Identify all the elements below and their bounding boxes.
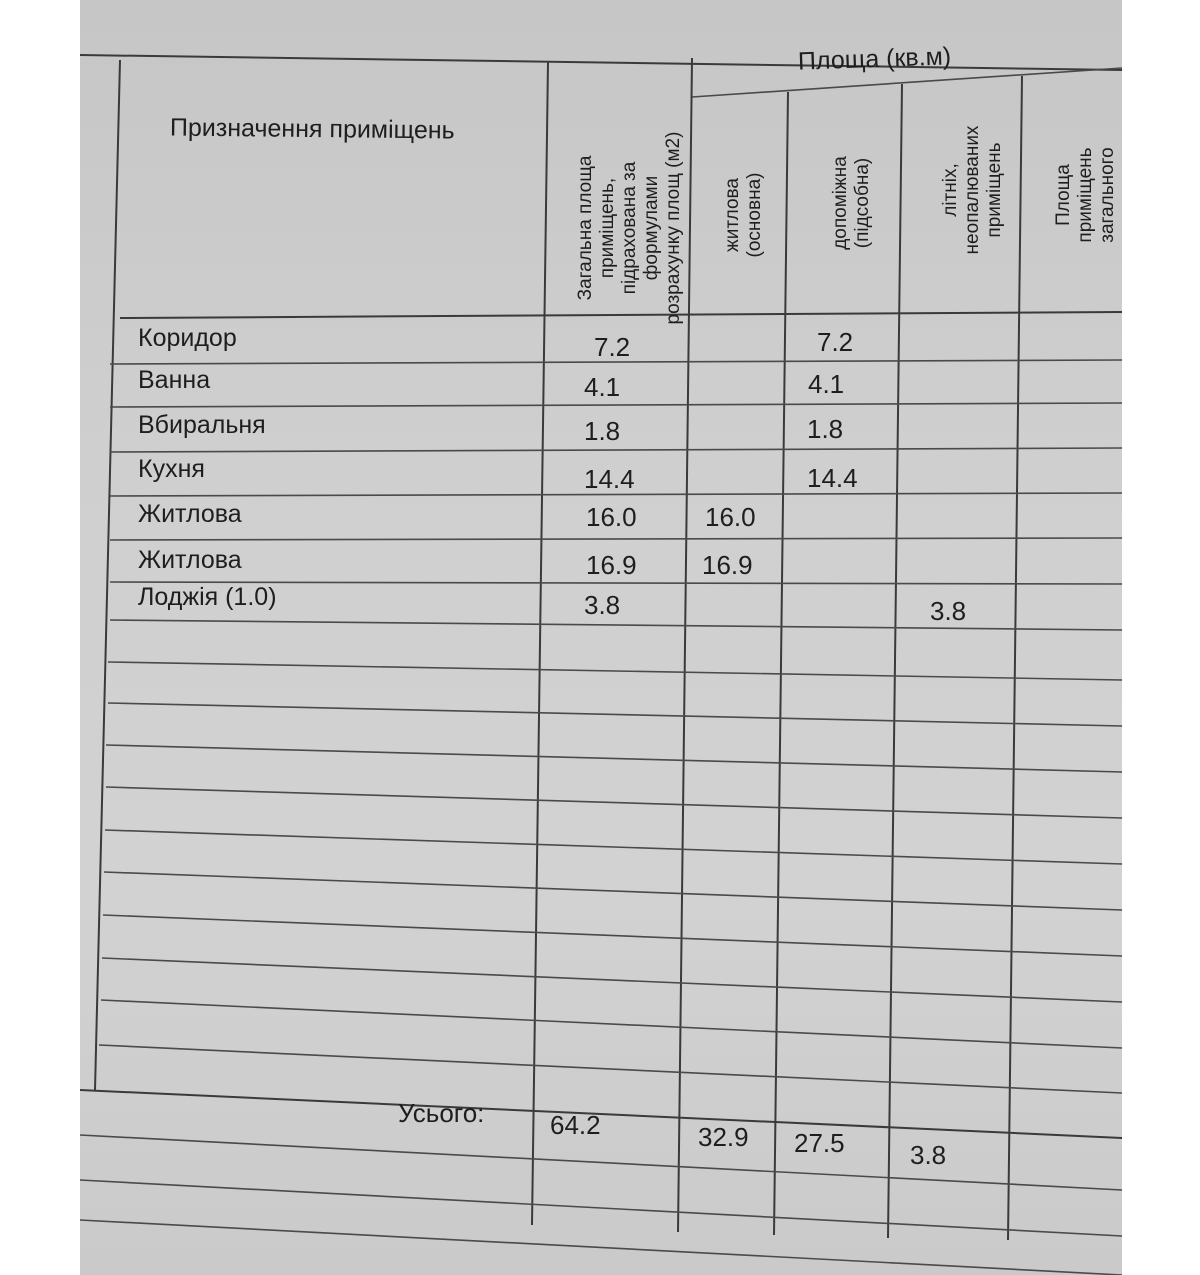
total-label: Усього: bbox=[398, 1098, 485, 1128]
living-header-line: (основна) bbox=[744, 172, 765, 258]
common-area-header-line: приміщень bbox=[1075, 147, 1096, 243]
auxiliary-header-line: (підсобна) bbox=[852, 157, 873, 249]
grand-total-living: 32.9 bbox=[698, 1122, 749, 1152]
room-name: Ванна bbox=[138, 366, 211, 394]
auxiliary-header bbox=[830, 123, 880, 283]
common-area-header-line: загального bbox=[1097, 147, 1118, 243]
purpose-header: Призначення приміщень bbox=[169, 113, 455, 145]
auxiliary-value: 14.4 bbox=[807, 463, 858, 493]
living-value: 16.9 bbox=[702, 550, 753, 580]
total-area-value: 1.8 bbox=[584, 416, 621, 446]
total-area-value: 16.0 bbox=[586, 502, 637, 532]
living-header-line: житлова bbox=[722, 178, 743, 252]
total-area-value: 14.4 bbox=[584, 464, 635, 494]
total-area-value: 4.1 bbox=[584, 372, 621, 402]
auxiliary-value: 1.8 bbox=[807, 414, 844, 444]
grand-total-summer: 3.8 bbox=[910, 1140, 947, 1170]
living-value: 16.0 bbox=[705, 502, 756, 532]
total-area-header-line: Загальна площа bbox=[575, 155, 596, 301]
total-area-header-line: підрахована за bbox=[619, 161, 640, 295]
total-area-value: 16.9 bbox=[586, 550, 637, 580]
total-area-header-line: розрахунку площ (м2) bbox=[663, 131, 684, 325]
room-name: Коридор bbox=[138, 324, 237, 352]
auxiliary-value: 4.1 bbox=[808, 369, 845, 399]
living-header bbox=[722, 140, 772, 290]
auxiliary-value: 7.2 bbox=[817, 327, 854, 357]
room-name: Кухня bbox=[138, 455, 205, 483]
total-area-header-line: формулами bbox=[641, 175, 662, 281]
room-name: Житлова bbox=[138, 546, 242, 574]
total-area-header-line: приміщень, bbox=[597, 177, 618, 279]
document-page bbox=[80, 0, 1122, 1275]
auxiliary-header-line: допоміжна bbox=[830, 156, 851, 250]
summer-header-line: літніх, bbox=[940, 163, 961, 217]
grand-total-auxiliary: 27.5 bbox=[794, 1128, 845, 1158]
summer-value: 3.8 bbox=[930, 596, 967, 626]
room-name: Лоджія (1.0) bbox=[138, 583, 277, 611]
common-area-header bbox=[1053, 105, 1123, 285]
total-area-value: 7.2 bbox=[594, 332, 631, 362]
room-name: Житлова bbox=[138, 500, 242, 528]
total-area-header bbox=[575, 108, 695, 348]
summer-header-line: приміщень bbox=[984, 142, 1005, 238]
room-name: Вбиральня bbox=[138, 411, 266, 439]
summer-header-line: неопалюваних bbox=[962, 125, 983, 255]
common-area-header-line: Площа bbox=[1053, 164, 1074, 226]
total-area-value: 3.8 bbox=[584, 590, 621, 620]
area-group-header: Площа (кв.м) bbox=[797, 42, 952, 76]
summer-header bbox=[940, 95, 1010, 285]
grand-total-area: 64.2 bbox=[550, 1110, 601, 1140]
